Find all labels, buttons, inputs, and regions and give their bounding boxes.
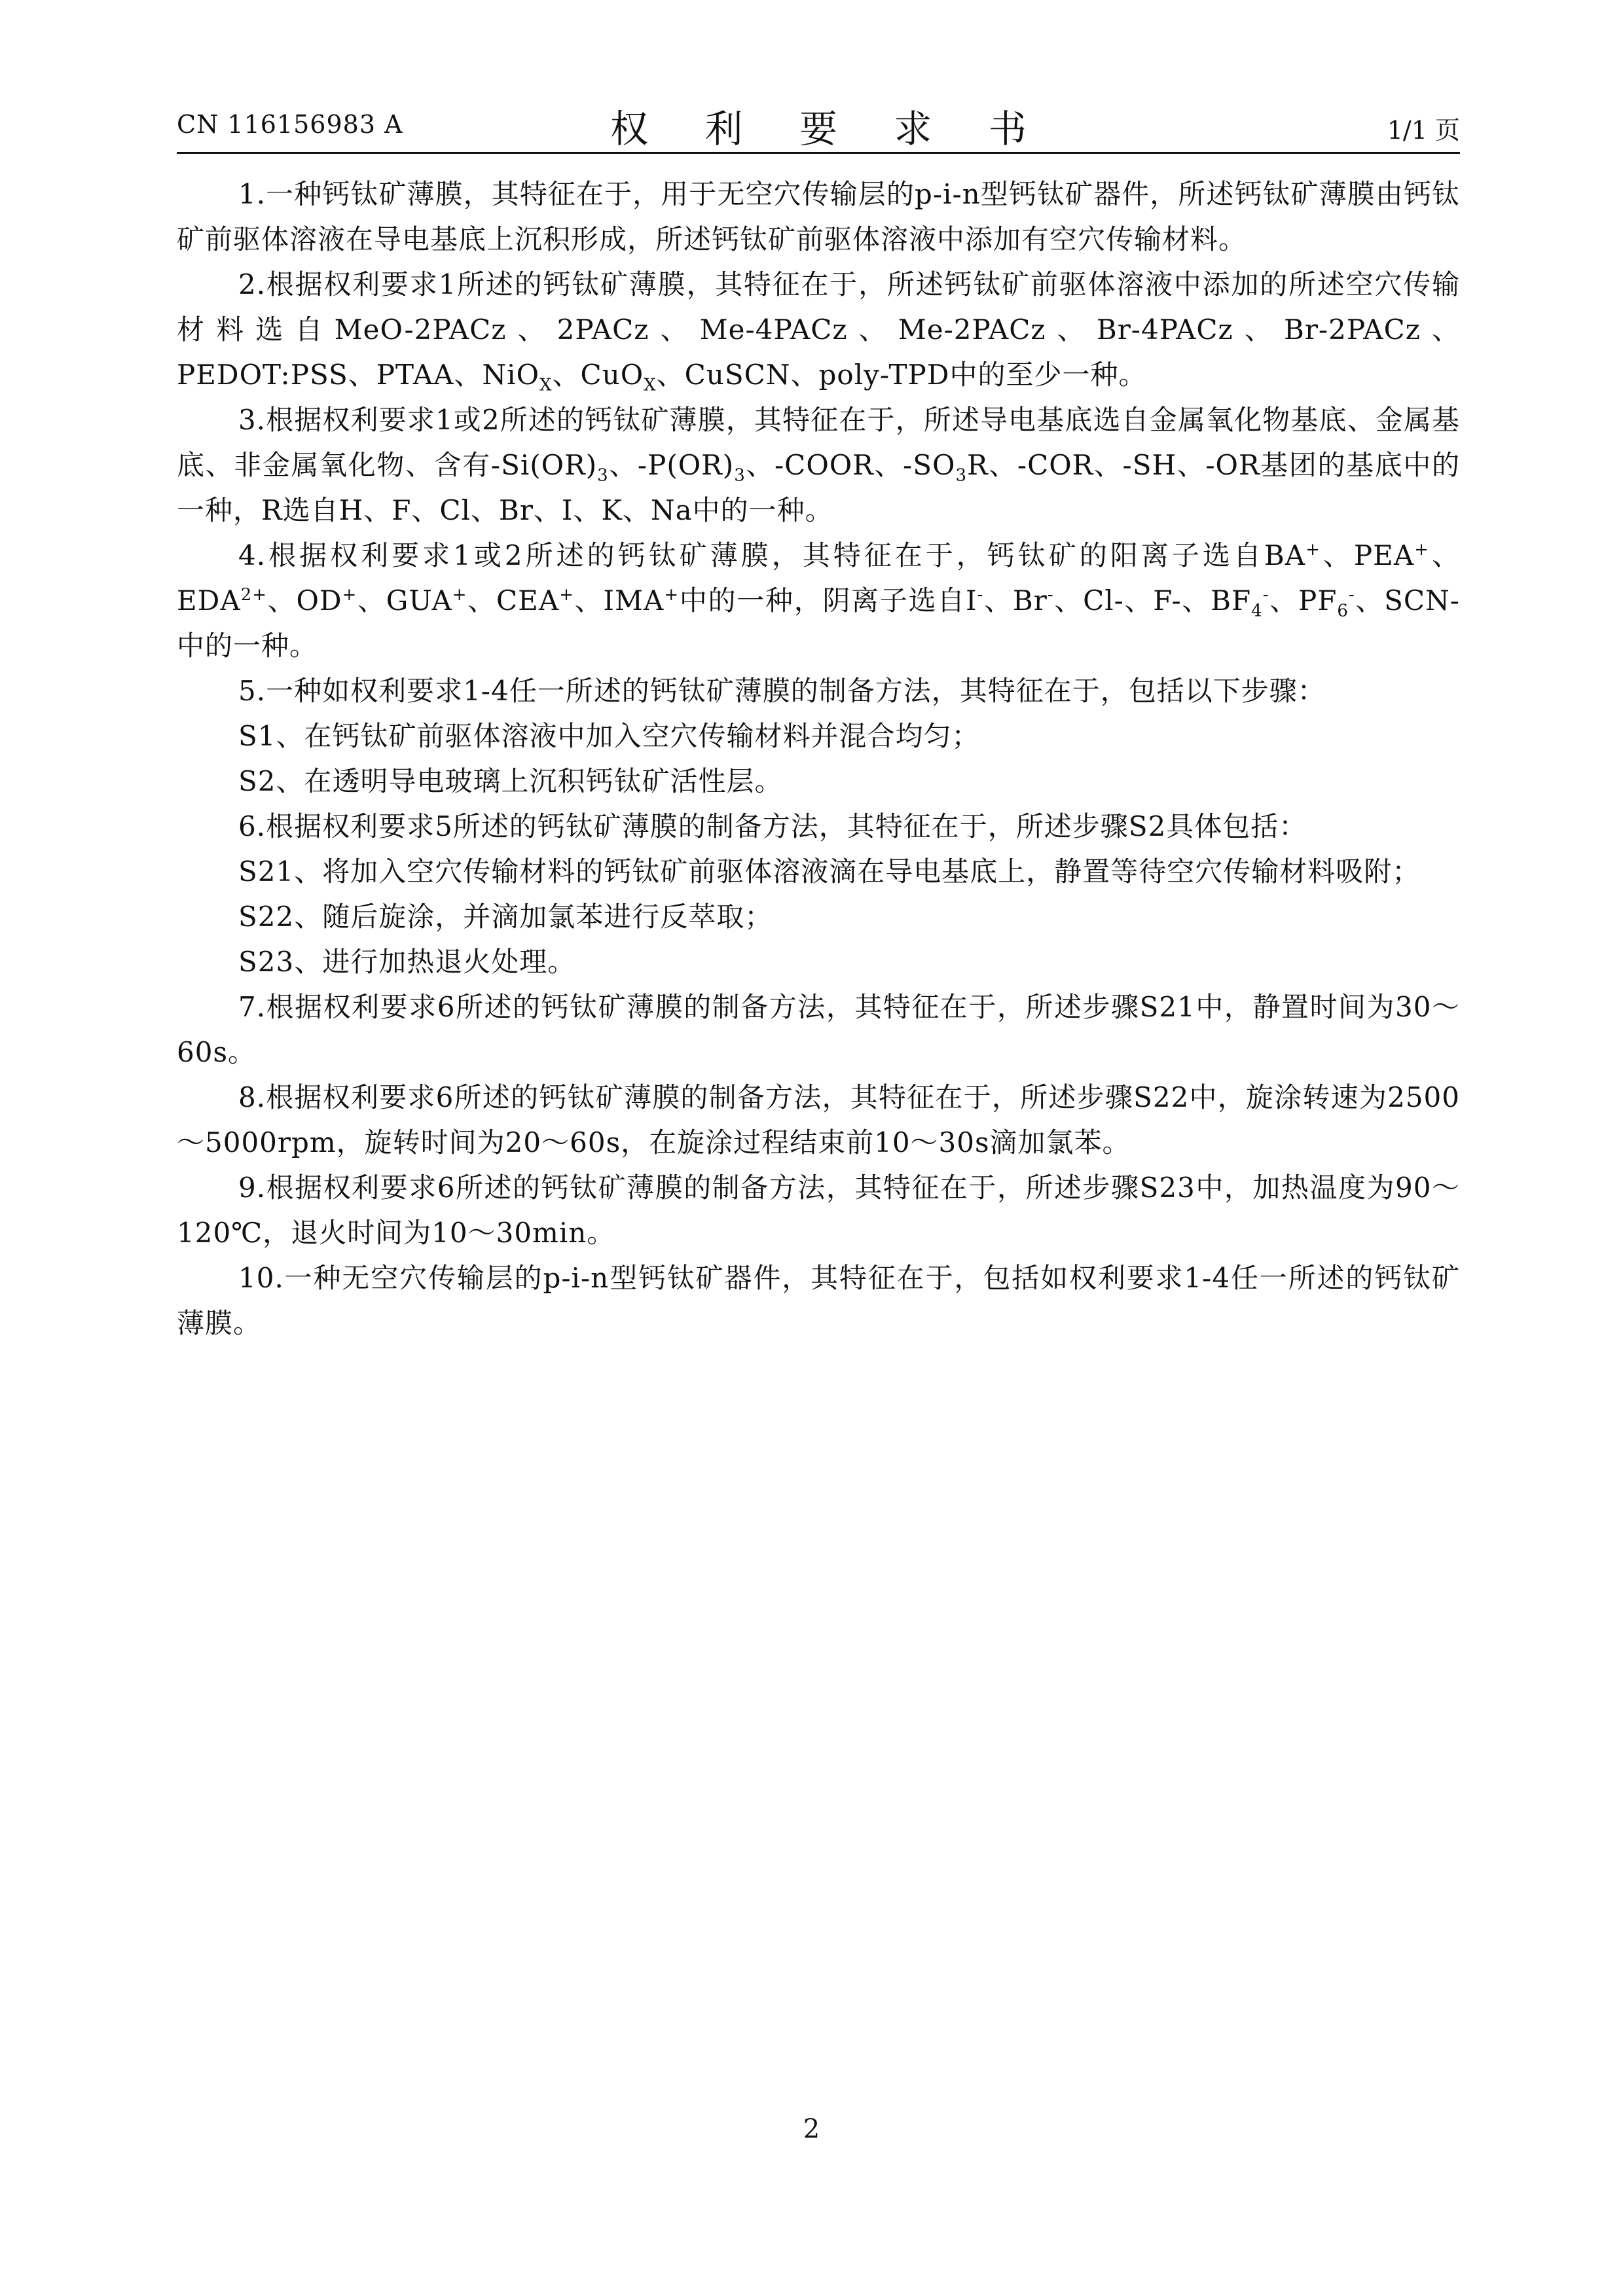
- subscript-3: 3: [734, 465, 746, 486]
- subscript-4: 4: [1251, 601, 1263, 621]
- claim-4-part: 、PF: [1269, 584, 1338, 617]
- publication-number: CN 116156983 A: [177, 110, 403, 139]
- claim-7: 7.根据权利要求6所述的钙钛矿薄膜的制备方法，其特征在于，所述步骤S21中，静置时间为30～60s。: [177, 991, 1460, 1068]
- subscript-6: 6: [1337, 601, 1349, 621]
- claim-3-part: R、-COR、-SH、-OR基团的基底中的一种，R选自H、F、Cl、Br、I、K、Na中的一种。: [177, 449, 1460, 526]
- claim-9: 9.根据权利要求6所述的钙钛矿薄膜的制备方法，其特征在于，所述步骤S23中，加热温度为90～120℃，退火时间为10～30min。: [177, 1172, 1460, 1249]
- header-divider: [177, 152, 1460, 154]
- superscript-plus: +: [452, 585, 467, 605]
- claim-4: [177, 533, 1460, 668]
- claim-3-part: 3.根据权利要求1或2所述的钙钛矿薄膜，其特征在于，所述导电基底选自金属氧化物基底、金属基底、非金属氧化物、含有-Si(OR): [177, 404, 1460, 481]
- subscript-x: X: [644, 375, 657, 395]
- page-count: 1/1 页: [1387, 116, 1460, 145]
- superscript-minus: -: [1348, 585, 1355, 605]
- claim-4-part: 、EDA: [177, 539, 1460, 617]
- superscript-minus: -: [1262, 585, 1269, 605]
- document-title: 权 利 要 求 书: [610, 107, 1049, 151]
- claim-2: [177, 262, 1460, 397]
- claim-1: 1.一种钙钛矿薄膜，其特征在于，用于无空穴传输层的p-i-n型钙钛矿器件，所述钙钛矿薄膜由钙钛矿前驱体溶液在导电基底上沉积形成，所述钙钛矿前驱体溶液中添加有空穴传输材料。: [177, 178, 1460, 255]
- claim-2-part: 、CuO: [552, 359, 644, 391]
- superscript-minus: -: [977, 585, 984, 605]
- superscript-plus: +: [1305, 540, 1321, 560]
- subscript-x: X: [539, 375, 553, 395]
- claim-4-part: 、GUA: [357, 584, 452, 617]
- claim-4-part: 4.根据权利要求1或2所述的钙钛矿薄膜，其特征在于，钙钛矿的阳离子选自BA: [238, 539, 1306, 571]
- claim-3-part: 、-COOR、-SO: [745, 449, 956, 481]
- step-s1: S1、在钙钛矿前驱体溶液中加入空穴传输材料并混合均匀；: [238, 720, 980, 752]
- superscript-plus: +: [1414, 540, 1429, 560]
- superscript-plus: +: [664, 585, 680, 605]
- claim-2-part: 、CuSCN、poly-TPD中的至少一种。: [656, 359, 1147, 391]
- superscript-2plus: 2+: [240, 585, 267, 605]
- claim-4-part: 、SCN-中的一种。: [177, 584, 1460, 662]
- claim-4-part: 、PEA: [1320, 539, 1415, 571]
- claim-4-part: 、OD: [267, 584, 342, 617]
- superscript-plus: +: [559, 585, 574, 605]
- subscript-3: 3: [597, 465, 609, 486]
- claim-2-part: 2.根据权利要求1所述的钙钛矿薄膜，其特征在于，所述钙钛矿前驱体溶液中添加的所述空穴传输材料选自MeO-2PACz、2PACz、Me-4PACz、Me-2PACz、Br-4PACz、Br-2PACz、PEDOT:PSS、PTAA、NiO: [177, 268, 1460, 391]
- claim-3: [177, 397, 1460, 533]
- page-number: 2: [803, 2114, 820, 2144]
- step-s2: S2、在透明导电玻璃上沉积钙钛矿活性层。: [238, 765, 783, 797]
- claim-4-part: 、Br: [983, 584, 1048, 617]
- claim-6: 6.根据权利要求5所述的钙钛矿薄膜的制备方法，其特征在于，所述步骤S2具体包括：: [238, 810, 1307, 842]
- claim-4-part: 、IMA: [574, 584, 665, 617]
- claim-4-part: 、Cl-、F-、BF: [1053, 584, 1252, 617]
- superscript-minus: -: [1047, 585, 1054, 605]
- claim-8: 8.根据权利要求6所述的钙钛矿薄膜的制备方法，其特征在于，所述步骤S22中，旋涂转速为2500～5000rpm，旋转时间为20～60s，在旋涂过程结束前10～30s滴加氯苯。: [177, 1081, 1460, 1158]
- page-header: [177, 98, 1460, 151]
- subscript-3: 3: [955, 465, 967, 486]
- step-s23: S23、进行加热退火处理。: [238, 946, 576, 978]
- step-s22: S22、随后旋涂，并滴加氯苯进行反萃取；: [238, 901, 773, 933]
- claim-4-part: 、CEA: [467, 584, 560, 617]
- superscript-plus: +: [342, 585, 357, 605]
- claims-body: [177, 171, 1460, 1346]
- claim-5: 5.一种如权利要求1-4任一所述的钙钛矿薄膜的制备方法，其特征在于，包括以下步骤：: [238, 675, 1326, 707]
- claim-3-part: 、-P(OR): [608, 449, 735, 481]
- claim-4-part: 中的一种，阴离子选自I: [679, 584, 977, 617]
- claim-10: 10.一种无空穴传输层的p-i-n型钙钛矿器件，其特征在于，包括如权利要求1-4任一所述的钙钛矿薄膜。: [177, 1262, 1460, 1339]
- step-s21: S21、将加入空穴传输材料的钙钛矿前驱体溶液滴在导电基底上，静置等待空穴传输材料吸附；: [238, 855, 1421, 888]
